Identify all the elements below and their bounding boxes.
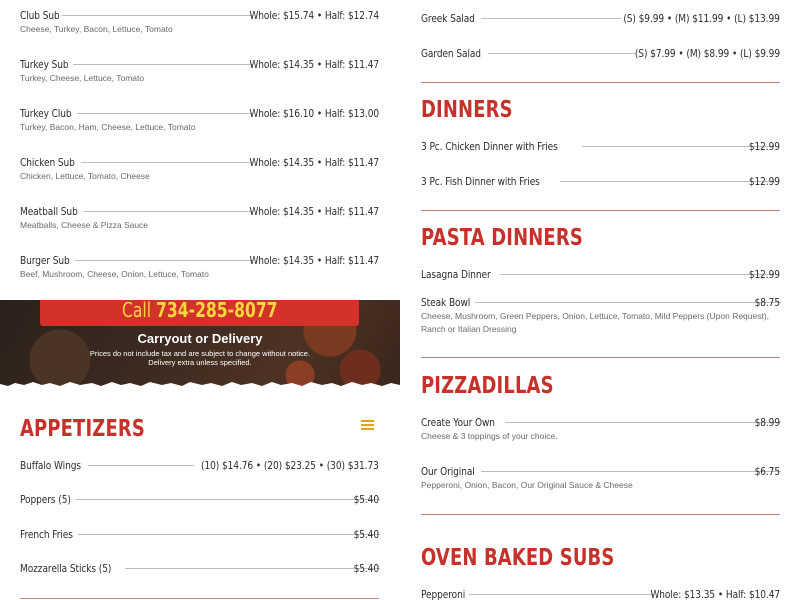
item-name: Greek Salad	[421, 11, 475, 25]
menu-item	[421, 9, 780, 27]
leader-line	[481, 18, 622, 19]
item-description: Cheese & 3 toppings of your choice.	[421, 431, 558, 441]
item-price: (10) $14.76 • (20) $23.25 • (30) $31.73	[201, 458, 379, 472]
section-heading-oven-baked-subs: OVEN BAKED SUBS	[421, 545, 615, 571]
menu-item	[20, 55, 379, 85]
item-name: Our Original	[421, 464, 475, 478]
item-price: $5.40	[353, 527, 379, 541]
item-price: $12.99	[748, 139, 780, 153]
item-price: Whole: $14.35 • Half: $11.47	[249, 57, 379, 71]
item-description: Meatballs, Cheese & Pizza Sauce	[20, 220, 149, 230]
item-price: Whole: $14.35 • Half: $11.47	[249, 204, 379, 218]
carryout-title: Carryout or Delivery	[137, 331, 263, 346]
menu-item	[20, 104, 379, 134]
item-description: Chicken, Lettuce, Tomato, Cheese	[20, 171, 150, 181]
item-price: $5.40	[353, 492, 379, 506]
item-description: Turkey, Bacon, Ham, Cheese, Lettuce, Tomato	[20, 122, 196, 132]
item-price: $12.99	[748, 267, 780, 281]
item-name: Create Your Own	[421, 415, 495, 429]
leader-line	[88, 465, 194, 466]
item-price: $8.75	[754, 295, 780, 309]
call-button[interactable]	[40, 300, 359, 326]
item-description: Pepperoni, Onion, Bacon, Our Original Sauce & Cheese	[421, 480, 633, 490]
item-price: (S) $7.99 • (M) $8.99 • (L) $9.99	[634, 46, 780, 60]
menu-item	[20, 251, 379, 281]
leader-line	[560, 181, 774, 182]
menu-item	[421, 137, 780, 155]
menu-item	[20, 6, 379, 36]
leader-line	[582, 146, 774, 147]
item-name: 3 Pc. Chicken Dinner with Fries	[421, 139, 558, 153]
item-name: Mozzarella Sticks (5)	[20, 561, 112, 575]
phone-number: 734-285-8077	[155, 298, 278, 322]
item-price: Whole: $13.35 • Half: $10.47	[650, 587, 780, 600]
item-description: Cheese, Mushroom, Green Peppers, Onion, Lettuce, Tomato, Mild Peppers (Upon Request), Ranch or Italian Dressing	[421, 311, 770, 334]
menu-item	[20, 456, 379, 474]
leader-line	[76, 499, 380, 500]
menu-item	[421, 44, 780, 62]
leader-line	[475, 302, 781, 303]
call-text	[122, 298, 278, 322]
item-price: Whole: $14.35 • Half: $11.47	[249, 253, 379, 267]
menu-item	[421, 293, 780, 336]
leader-line	[125, 568, 380, 569]
item-name: Burger Sub	[20, 253, 70, 267]
item-name: Club Sub	[20, 8, 60, 22]
item-name: Garden Salad	[421, 46, 481, 60]
menu-item	[20, 153, 379, 183]
menu-item	[421, 265, 780, 283]
leader-line	[500, 274, 774, 275]
item-price: Whole: $15.74 • Half: $12.74	[249, 8, 379, 22]
item-name: Pepperoni	[421, 587, 466, 600]
leader-line	[84, 211, 253, 212]
item-price: $12.99	[748, 174, 780, 188]
section-divider	[421, 82, 780, 83]
item-name: Lasagna Dinner	[421, 267, 491, 281]
item-name: Meatball Sub	[20, 204, 78, 218]
leader-line	[75, 260, 253, 261]
leader-line	[81, 162, 253, 163]
price-notice	[0, 349, 400, 367]
item-price: $5.40	[353, 561, 379, 575]
item-name: Turkey Club	[20, 106, 72, 120]
leader-line	[481, 471, 782, 472]
section-divider	[421, 210, 780, 211]
carryout-banner	[0, 300, 400, 388]
item-name: Turkey Sub	[20, 57, 69, 71]
torn-paper-edge	[0, 380, 400, 388]
call-label: Call	[121, 298, 151, 322]
item-price: $8.99	[754, 415, 780, 429]
section-divider	[421, 357, 780, 358]
menu-item	[20, 490, 379, 508]
section-heading-pizzadillas: PIZZADILLAS	[421, 373, 554, 399]
leader-line	[469, 594, 654, 595]
leader-line	[77, 113, 253, 114]
section-divider	[421, 514, 780, 515]
leader-line	[505, 422, 781, 423]
item-name: French Fries	[20, 527, 73, 541]
leader-line	[73, 64, 253, 65]
notice-line: Delivery extra unless specified.	[148, 358, 252, 367]
item-name: 3 Pc. Fish Dinner with Fries	[421, 174, 540, 188]
right-menu-column	[400, 0, 800, 600]
item-name: Buffalo Wings	[20, 458, 81, 472]
item-name: Poppers (5)	[20, 492, 71, 506]
section-heading-dinners: DINNERS	[421, 97, 513, 123]
leader-line	[78, 534, 380, 535]
notice-line: Prices do not include tax and are subject to change without notice.	[89, 349, 311, 358]
item-price: Whole: $14.35 • Half: $11.47	[249, 155, 379, 169]
menu-item	[421, 585, 780, 600]
item-price: Whole: $16.10 • Half: $13.00	[249, 106, 379, 120]
item-price: (S) $9.99 • (M) $11.99 • (L) $13.99	[623, 11, 780, 25]
leader-line	[488, 53, 635, 54]
menu-item	[20, 525, 379, 543]
hamburger-menu-icon[interactable]	[361, 420, 374, 431]
menu-item	[20, 559, 379, 577]
item-description: Turkey, Cheese, Lettuce, Tomato	[20, 73, 145, 83]
item-price: $6.75	[754, 464, 780, 478]
menu-item	[421, 462, 780, 492]
leader-line	[62, 15, 253, 16]
item-name: Chicken Sub	[20, 155, 75, 169]
section-heading-pasta-dinners: PASTA DINNERS	[421, 225, 583, 251]
menu-item	[20, 202, 379, 232]
menu-item	[421, 172, 780, 190]
item-description: Cheese, Turkey, Bacon, Lettuce, Tomato	[20, 24, 173, 34]
menu-item	[421, 413, 780, 443]
section-heading-appetizers: APPETIZERS	[20, 416, 145, 442]
item-name: Steak Bowl	[421, 295, 471, 309]
section-divider	[20, 598, 379, 599]
item-description: Beef, Mushroom, Cheese, Onion, Lettuce, Tomato	[20, 269, 209, 279]
